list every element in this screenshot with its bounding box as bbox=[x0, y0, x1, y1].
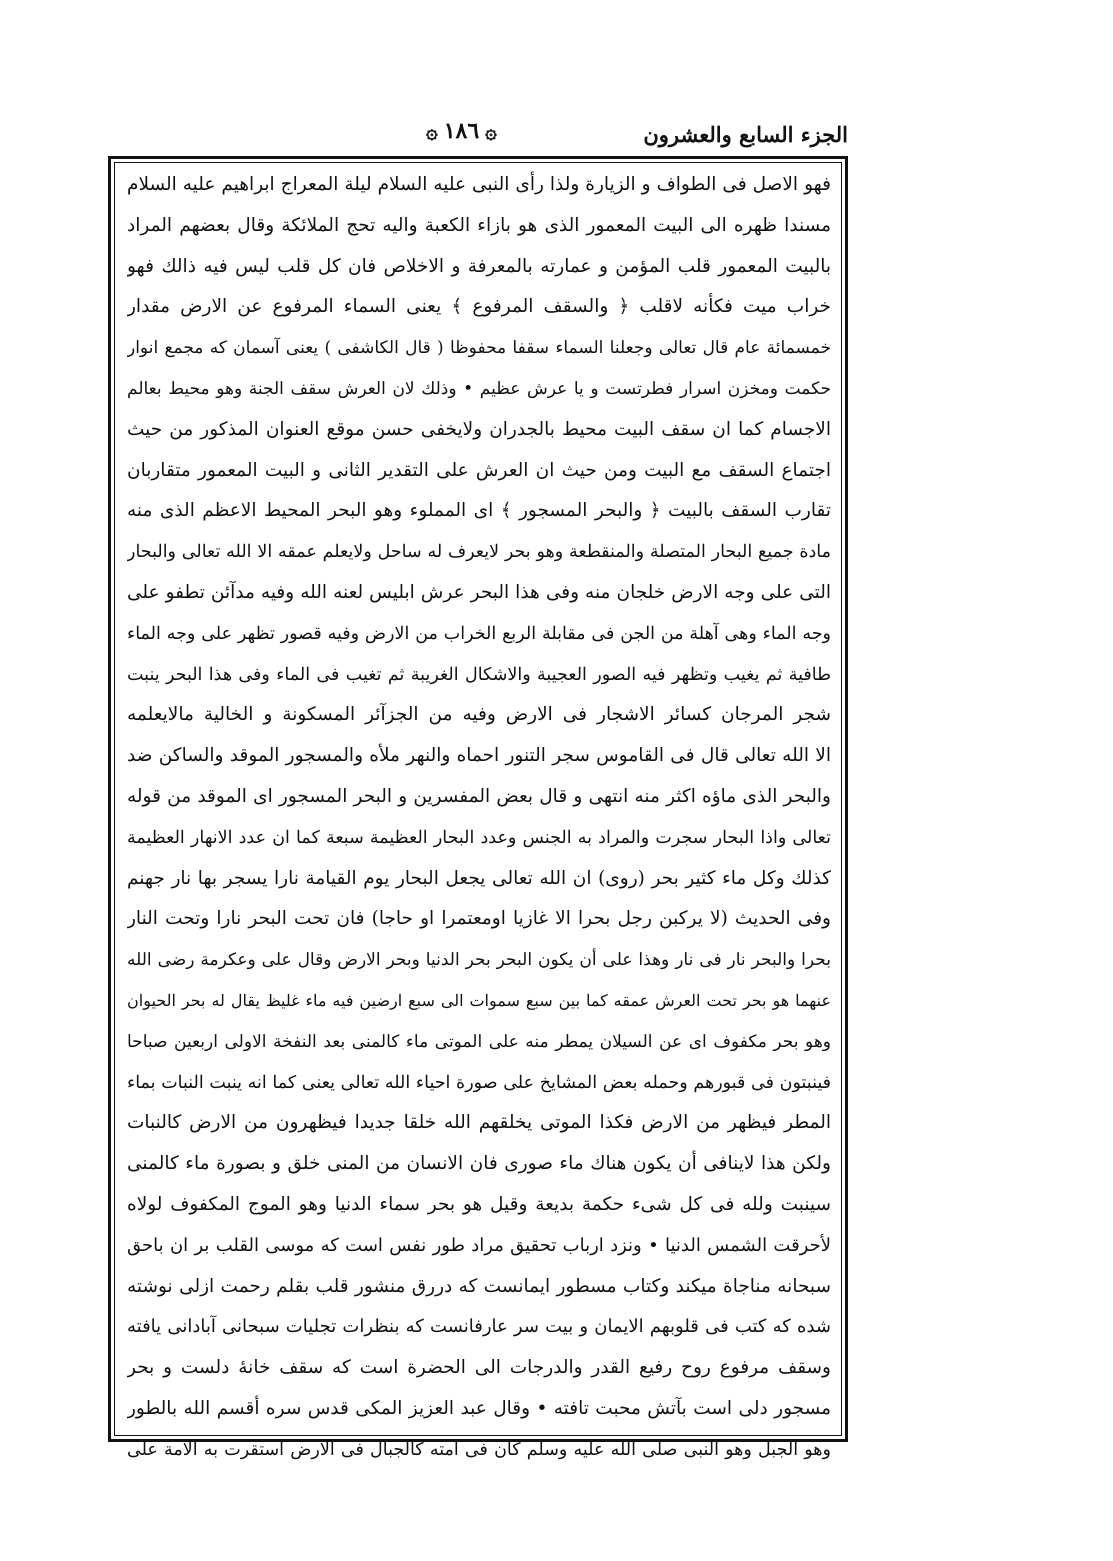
text-line: تعالى واذا البحار سجرت والمراد به الجنس وعدد البحار العظيمة سبعة كما ان عدد الانهار العظيمة bbox=[127, 827, 831, 848]
text-line: مسندا ظهره الى البيت المعمور الذى هو بازاء الكعبة واليه تحج الملائكة وقال بعضهم المراد bbox=[127, 214, 831, 236]
text-line: بالبيت المعمور قلب المؤمن و عمارته بالمعرفة و الاخلاص فان كل قلب ليس فيه ذالك فهو bbox=[127, 255, 831, 277]
text-line: سبحانه مناجاة ميكند وكتاب مسطور ايمانست كه دررق منشور قلب بقلم رحمت ازلى نوشته bbox=[127, 1275, 831, 1297]
text-line: حكمت ومخزن اسرار فطرتست و يا عرش عظيم • وذلك لان العرش سقف الجنة وهو محيط بعالم bbox=[127, 378, 831, 399]
text-line: المطر فيظهر من الارض فكذا الموتى يخلقهم الله خلقا جديدا فيظهرون من الارض كالنبات bbox=[127, 1112, 831, 1134]
text-line: وسقف مرفوع روح رفيع القدر والدرجات الى الحضرة است كه سقف خانهٔ دلست و بحر bbox=[127, 1357, 831, 1379]
text-line: بحرا والبحر نار فى نار وهذا على أن يكون البحر بحر الدنيا وبحر الارض وقال على وعكرمة رضى الله bbox=[127, 950, 831, 971]
text-line: عنهما هو بحر تحت العرش عمقه كما بين سبع سموات الى سبع ارضين فيه ماء غليظ يقال له بحر الحيوان bbox=[127, 990, 831, 1010]
text-line: لأحرقت الشمس الدنيا • ونزد ارباب تحقيق مراد طور نفس است كه موسى القلب بر ان باحق bbox=[127, 1234, 831, 1256]
text-line: فينبتون فى قبورهم وحمله بعض المشايخ على صورة احياء الله تعالى يعنى كما انه ينبت النبات بماء bbox=[127, 1072, 831, 1093]
text-line: وفى الحديث (لا يركبن رجل بحرا الا غازيا اومعتمرا او حاجا) فان تحت البحر نارا وتحت النار bbox=[127, 908, 831, 930]
text-line: والبحر الذى ماؤه اكثر منه انتهى و قال بعض المفسرين و البحر المسجور اى الموقد من قوله bbox=[127, 785, 831, 807]
text-line: وهو الجبل وهو النبى صلى الله عليه وسلم كان فى امته كالجبال فى الارض استقرت به الامة على bbox=[127, 1439, 831, 1460]
text-line: الا الله تعالى قال فى القاموس سجر التنور احماه والنهر ملأه والمسجور الموقد والساكن ضد bbox=[127, 745, 831, 767]
page-header bbox=[108, 118, 848, 158]
text-line: تقارب السقف بالبيت ﴿ والبحر المسجور ﴾ اى المملوء وهو البحر المحيط الاعظم الذى منه bbox=[127, 500, 831, 522]
text-line: مسجور دلى است بآتش محبت تافته • وقال عبد العزيز المكى قدس سره أقسم الله بالطور bbox=[127, 1397, 831, 1419]
text-line: كذلك وكل ماء كثير بحر (روى) ان الله تعالى يجعل البحار يوم القيامة نارا يسجر بها نار جهنم bbox=[127, 867, 831, 889]
ornament-left-icon: ۞ bbox=[426, 119, 438, 143]
text-line: ولكن هذا لاينافى أن يكون هناك ماء صورى فان الانسان من المنى خلق و بصورة ماء كالمنى bbox=[127, 1153, 831, 1175]
text-line: طافية ثم يغيب وتظهر فيه الصور العجيبة والاشكال الغريبة ثم تغيب فى الماء وفى هذا البحر ينبت bbox=[127, 664, 831, 685]
text-line: اجتماع السقف مع البيت ومن حيث ان العرش على التقدير الثانى و البيت المعمور متقاربان bbox=[127, 459, 831, 481]
ornament-right-icon: ۞ bbox=[485, 119, 497, 143]
text-line: شجر المرجان كسائر الاشجار فى الارض وفيه من الجزآئر المسكونة و الخالية مالايعلمه bbox=[127, 704, 831, 726]
text-line: التى على وجه الارض خلجان منه وفى هذا البحر عرش ابليس لعنه الله وفيه مدآئن تطفو على bbox=[127, 581, 831, 603]
text-line: خراب ميت فكأنه لاقلب ﴿ والسقف المرفوع ﴾ يعنى السماء المرفوع عن الارض مقدار bbox=[127, 296, 831, 318]
text-body bbox=[127, 165, 831, 1460]
text-line: وجه الماء وهى آهلة من الجن فى مقابلة الربع الخراب من الارض وفيه قصور تظهر على وجه الماء bbox=[127, 623, 831, 644]
text-line: خمسمائة عام قال تعالى وجعلنا السماء سقفا محفوظا ( قال الكاشفى ) يعنى آسمان كه مجمع انوار bbox=[127, 338, 831, 359]
page-number-block bbox=[426, 118, 497, 144]
text-line: شده كه كتب فى قلوبهم الايمان و بيت سر عارفانست كه بنظرات تجليات سبحانى آبادانى يافته bbox=[127, 1316, 831, 1338]
text-line: وهو بحر مكفوف اى عن السيلان يمطر منه على الموتى ماء كالمنى بعد النفخة الاولى اربعين صباحا bbox=[127, 1031, 831, 1052]
text-line: مادة جميع البحار المتصلة والمنقطعة وهو بحر لايعرف له ساحل ولايعلم عمقه الا الله تعالى والبحار bbox=[127, 542, 831, 563]
page-number: ١٨٦ bbox=[443, 118, 480, 144]
text-line: الاجسام كما ان سقف البيت محيط بالجدران ولايخفى حسن موقع العنوان المذكور من حيث bbox=[127, 418, 831, 440]
text-frame bbox=[108, 156, 848, 1460]
text-line: سينبت ولله فى كل شىء حكمة بديعة وقيل هو بحر سماء الدنيا وهو الموج المكفوف لولاه bbox=[127, 1193, 831, 1215]
running-title: الجزء السابع والعشرون bbox=[643, 122, 848, 147]
text-line: فهو الاصل فى الطواف و الزيارة ولذا رأى النبى عليه السلام ليلة المعراج ابراهيم عليه السلام bbox=[127, 174, 831, 195]
